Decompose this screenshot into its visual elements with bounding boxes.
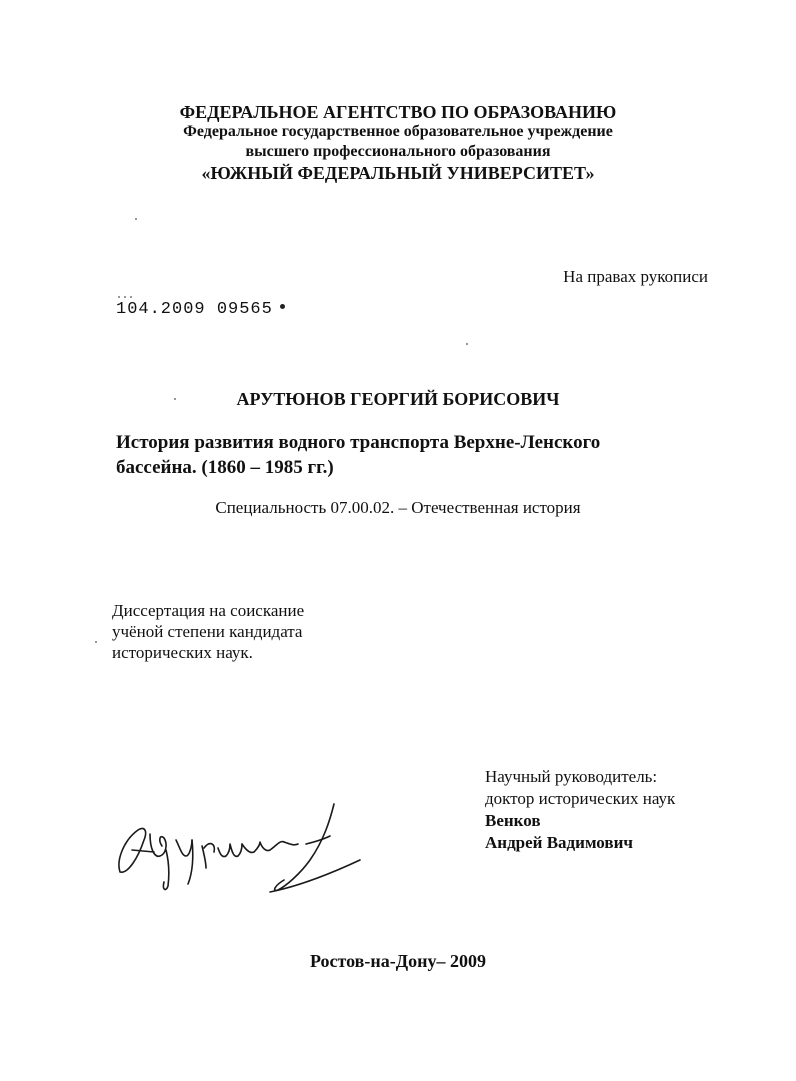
scan-speck (174, 398, 176, 400)
institution-line-1: Федеральное государственное образовательное учреждение (183, 123, 613, 140)
supervisor-name: Андрей Вадимович (485, 833, 633, 852)
title-line-2: бассейна. (1860 – 1985 гг.) (116, 457, 334, 478)
city-year: Ростов-на-Дону– 2009 (309, 951, 487, 971)
supervisor-degree: доктор исторических наук (485, 789, 676, 808)
title-line-1: История развития водного транспорта Верхне-Ленского (116, 432, 601, 453)
manuscript-note: На правах рукописи (563, 267, 708, 286)
institution-line-2: высшего профессионального образования (245, 143, 551, 160)
supervisor-label: Научный руководитель: (485, 767, 658, 786)
author-name: АРУТЮНОВ ГЕОРГИЙ БОРИСОВИЧ (236, 389, 560, 409)
dissertation-line-1: Диссертация на соискание (112, 601, 305, 620)
dissertation-line-2: учёной степени кандидата (112, 622, 303, 641)
scan-speck (135, 218, 137, 220)
agency-heading: ФЕДЕРАЛЬНОЕ АГЕНТСТВО ПО ОБРАЗОВАНИЮ (179, 102, 617, 122)
registration-stamp (116, 300, 285, 319)
supervisor-block (485, 766, 675, 854)
scan-speck (130, 296, 132, 298)
specialty: Специальность 07.00.02. – Отечественная история (215, 498, 581, 517)
stamp-dot-icon (280, 304, 285, 309)
scan-speck (124, 296, 126, 298)
dissertation-line-3: исторических наук. (112, 643, 253, 662)
registration-number: 104.2009 09565 (116, 300, 273, 319)
author-signature (110, 800, 370, 900)
supervisor-surname: Венков (485, 811, 541, 830)
university-name: «ЮЖНЫЙ ФЕДЕРАЛЬНЫЙ УНИВЕРСИТЕТ» (201, 163, 595, 183)
dissertation-note (112, 600, 304, 663)
scan-speck (95, 641, 97, 643)
scan-speck (466, 343, 468, 345)
scan-speck (118, 296, 120, 298)
